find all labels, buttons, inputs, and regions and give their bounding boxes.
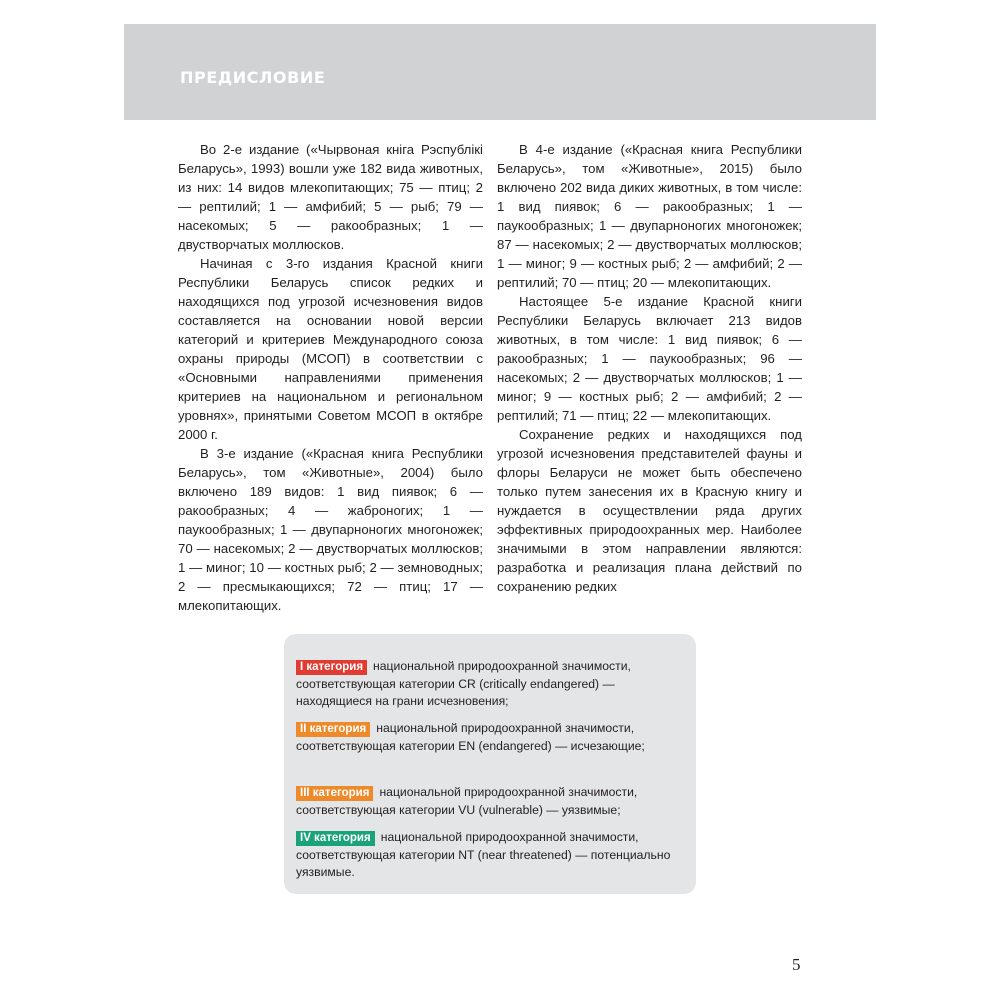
legend-item-category-4 — [296, 829, 686, 882]
category-badge: IV категория — [296, 831, 375, 846]
category-badge: III категория — [296, 786, 373, 801]
paragraph: Настоящее 5-е издание Красной книги Республики Беларусь включает 213 видов животных, в том числе: 1 вид пиявок; 6 — ракообразных; 1 — паукообразных; 96 — насекомых; 2 — двустворчатых моллюсков; 1 — миног; 9 — костных рыб; 2 — амфибий; 2 — рептилий; 71 — птиц; 22 — млекопитающих. — [497, 294, 802, 423]
paragraph: Начиная с 3-го издания Красной книги Республики Беларусь список редких и находящихся под угрозой исчезновения видов составляется на основании новой версии категорий и критериев Международного союза охраны природы (МСОП) в соответствии с «Основными направлениями применения критериев на национальном и региональном уровнях», принятыми Советом МСОП в октябре 2000 г. — [178, 256, 483, 442]
page-number: 5 — [792, 955, 801, 974]
category-badge: I категория — [296, 660, 367, 675]
page-title: ПРЕДИСЛОВИЕ — [180, 68, 326, 87]
paragraph: Сохранение редких и находящихся под угрозой исчезновения представителей фауны и флоры Беларуси не может быть обеспечено только путем занесения их в Красную книгу и нуждается в осуществлении ряда других эффективных природоохранных мер. Наиболее значимыми в этом направлении являются: разработка и реализация плана действий по сохранению редких — [497, 427, 802, 594]
paragraph: Во 2-е издание («Чырвоная кніга Рэспублікі Беларусь», 1993) вошли уже 182 вида животных, из них: 14 видов млекопитающих; 75 — птиц; 2 — рептилий; 1 — амфибий; 5 — рыб; 79 — насекомых; 5 — ракообразных; 1 — двустворчатых моллюсков. — [178, 142, 483, 252]
legend-item-category-3 — [296, 784, 686, 819]
header-band — [124, 24, 876, 120]
paragraph: В 3-е издание («Красная книга Республики Беларусь», том «Животные», 2004) было включено 189 видов: 1 вид пиявок; 6 — ракообразных; 4 — жаброногих; 1 — паукообразных; 1 — двупарноногих многоножек; 70 — насекомых; 2 — двустворчатых моллюсков; 1 — миног; 10 — костных рыб; 2 — земноводных; 2 — пресмыкающихся; 72 — птиц; 17 — млекопитающих. — [178, 446, 483, 613]
category-legend — [284, 634, 696, 894]
paragraph: В 4-е издание («Красная книга Республики Беларусь», том «Животные», 2015) было включено 202 вида диких животных, в том числе: 1 вид пиявок; 6 — ракообразных; 1 — паукообразных; 1 — двупарноногих многоножек; 87 — насекомых; 2 — двустворчатых моллюсков; 1 — миног; 9 — костных рыб; 2 — амфибий; 2 — рептилий; 70 — птиц; 20 — млекопитающих. — [497, 142, 802, 290]
category-description: национальной природоохранной значимости, соответствующая категории NT (near threatened) — потенциально уязвимые. — [296, 830, 671, 879]
category-description: национальной природоохранной значимости, соответствующая категории CR (critically endangered) — находящиеся на грани исчезновения; — [296, 659, 631, 708]
text-column-right — [497, 140, 802, 596]
text-column-left — [178, 140, 483, 615]
category-description: национальной природоохранной значимости, соответствующая категории VU (vulnerable) — уязвимые; — [296, 785, 638, 817]
category-description: национальной природоохранной значимости, соответствующая категории EN (endangered) — исчезающие; — [296, 721, 645, 753]
category-badge: II категория — [296, 722, 370, 737]
legend-item-category-1 — [296, 658, 686, 711]
legend-item-category-2 — [296, 720, 686, 755]
